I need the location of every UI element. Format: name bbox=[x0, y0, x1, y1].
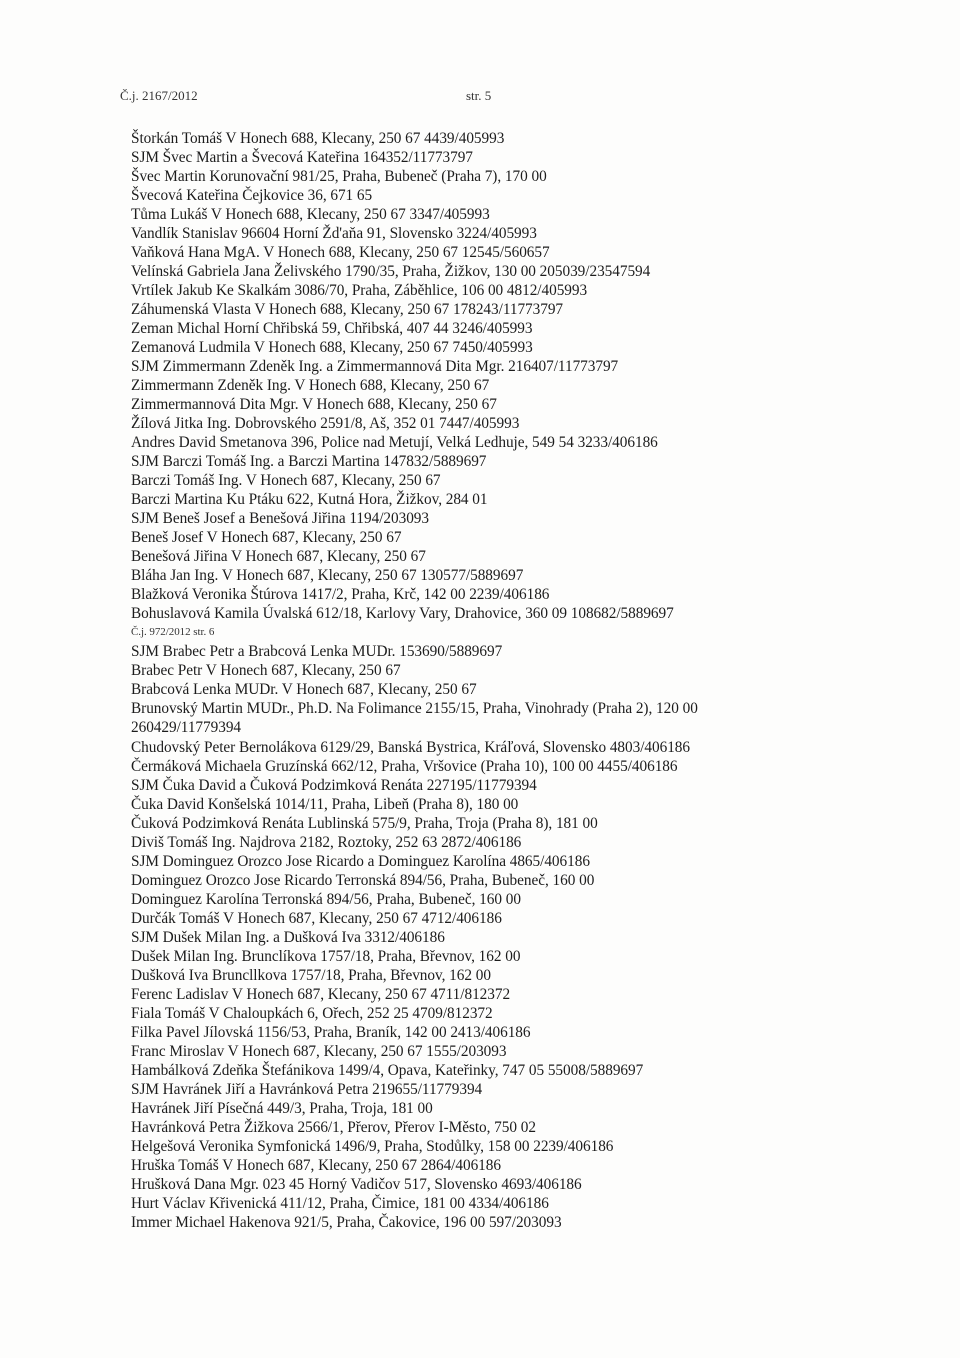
list-item: Čuka David Konšelská 1014/11, Praha, Libeň (Praha 8), 180 00 bbox=[131, 795, 519, 813]
list-item: Helgešová Veronika Symfonická 1496/9, Praha, Stodůlky, 158 00 2239/406186 bbox=[131, 1137, 614, 1155]
list-item: Žílová Jitka Ing. Dobrovského 2591/8, Aš, 352 01 7447/405993 bbox=[131, 415, 520, 433]
list-item: Dominguez Orozco Jose Ricardo Terronská 894/56, Praha, Bubeneč, 160 00 bbox=[131, 871, 595, 889]
list-item: Diviš Tomáš Ing. Najdrova 2182, Roztoky, 252 63 2872/406186 bbox=[131, 833, 522, 851]
list-item: Dušek Milan Ing. Brunclíkova 1757/18, Praha, Břevnov, 162 00 bbox=[131, 947, 521, 965]
list-item: SJM Švec Martin a Švecová Kateřina 164352/11773797 bbox=[131, 149, 473, 167]
list-item: Ferenc Ladislav V Honech 687, Klecany, 250 67 4711/812372 bbox=[131, 985, 511, 1003]
list-item: Bláha Jan Ing. V Honech 687, Klecany, 250 67 130577/5889697 bbox=[131, 567, 524, 585]
list-item: Havránková Petra Žižkova 2566/1, Přerov, Přerov I-Město, 750 02 bbox=[131, 1118, 536, 1136]
list-item: SJM Beneš Josef a Benešová Jiřina 1194/203093 bbox=[131, 510, 429, 528]
list-item: SJM Dušek Milan Ing. a Dušková Iva 3312/406186 bbox=[131, 928, 445, 946]
list-item: Čermáková Michaela Gruzínská 662/12, Praha, Vršovice (Praha 10), 100 00 4455/406186 bbox=[131, 757, 678, 775]
list-item: Zimmermann Zdeněk Ing. V Honech 688, Klecany, 250 67 bbox=[131, 377, 490, 395]
list-item: Zeman Michal Horní Chřibská 59, Chřibská, 407 44 3246/405993 bbox=[131, 320, 533, 338]
owner-list bbox=[131, 129, 931, 1232]
list-item: Beneš Josef V Honech 687, Klecany, 250 67 bbox=[131, 529, 402, 547]
page-break-reference: Č.j. 972/2012 str. 6 bbox=[131, 626, 215, 639]
list-item: Bohuslavová Kamila Úvalská 612/18, Karlovy Vary, Drahovice, 360 09 108682/5889697 bbox=[131, 605, 674, 623]
list-item: Hruška Tomáš V Honech 687, Klecany, 250 67 2864/406186 bbox=[131, 1156, 501, 1174]
list-item: Záhumenská Vlasta V Honech 688, Klecany, 250 67 178243/11773797 bbox=[131, 301, 564, 319]
list-item: Švecová Kateřina Čejkovice 36, 671 65 bbox=[131, 187, 373, 205]
list-item: Velínská Gabriela Jana Želivského 1790/35, Praha, Žižkov, 130 00 205039/23547594 bbox=[131, 263, 651, 281]
list-item: SJM Barczi Tomáš Ing. a Barczi Martina 147832/5889697 bbox=[131, 453, 487, 471]
list-item: Barczi Tomáš Ing. V Honech 687, Klecany, 250 67 bbox=[131, 472, 441, 490]
list-item: Štorkán Tomáš V Honech 688, Klecany, 250 67 4439/405993 bbox=[131, 130, 505, 147]
list-item: Vaňková Hana MgA. V Honech 688, Klecany, 250 67 12545/560657 bbox=[131, 244, 550, 262]
list-item: Barczi Martina Ku Ptáku 622, Kutná Hora, Žižkov, 284 01 bbox=[131, 491, 488, 509]
list-item: Čuková Podzimková Renáta Lublinská 575/9, Praha, Troja (Praha 8), 181 00 bbox=[131, 814, 598, 832]
list-item: Brunovský Martin MUDr., Ph.D. Na Folimance 2155/15, Praha, Vinohrady (Praha 2), 120 00 bbox=[131, 700, 698, 718]
list-item: Blažková Veronika Štúrova 1417/2, Praha, Krč, 142 00 2239/406186 bbox=[131, 586, 550, 604]
list-item: SJM Čuka David a Čuková Podzimková Renáta 227195/11779394 bbox=[131, 776, 537, 794]
page-number: str. 5 bbox=[466, 88, 492, 103]
list-item: SJM Havránek Jiří a Havránková Petra 219655/11779394 bbox=[131, 1080, 483, 1098]
list-item: Brabcová Lenka MUDr. V Honech 687, Klecany, 250 67 bbox=[131, 681, 477, 699]
list-item: Švec Martin Korunovační 981/25, Praha, Bubeneč (Praha 7), 170 00 bbox=[131, 168, 547, 186]
list-item: SJM Zimmermann Zdeněk Ing. a Zimmermannová Dita Mgr. 216407/11773797 bbox=[131, 358, 619, 376]
list-item: Hrušková Dana Mgr. 023 45 Horný Vadičov 517, Slovensko 4693/406186 bbox=[131, 1175, 582, 1193]
list-item: Brabec Petr V Honech 687, Klecany, 250 67 bbox=[131, 662, 401, 680]
list-item: Immer Michael Hakenova 921/5, Praha, Čakovice, 196 00 597/203093 bbox=[131, 1213, 562, 1231]
case-reference: Č.j. 2167/2012 bbox=[120, 88, 198, 103]
list-item: Vandlík Stanislav 96604 Horní Žd'aňa 91, Slovensko 3224/405993 bbox=[131, 225, 537, 243]
list-item: Benešová Jiřina V Honech 687, Klecany, 250 67 bbox=[131, 548, 426, 566]
list-item: Hurt Václav Křivenická 411/12, Praha, Čimice, 181 00 4334/406186 bbox=[131, 1194, 549, 1212]
list-item: Chudovský Peter Bernolákova 6129/29, Banská Bystrica, Kráľová, Slovensko 4803/406186 bbox=[131, 738, 691, 756]
list-item: Dušková Iva Bruncllkova 1757/18, Praha, Břevnov, 162 00 bbox=[131, 966, 491, 984]
list-item: Franc Miroslav V Honech 687, Klecany, 250 67 1555/203093 bbox=[131, 1042, 507, 1060]
list-item: Hambálková Zdeňka Štefánikova 1499/4, Opava, Kateřinky, 747 05 55008/5889697 bbox=[131, 1061, 644, 1079]
list-item: Andres David Smetanova 396, Police nad Metují, Velká Ledhuje, 549 54 3233/406186 bbox=[131, 434, 658, 452]
list-item: Dominguez Karolína Terronská 894/56, Praha, Bubeneč, 160 00 bbox=[131, 890, 521, 908]
list-item: 260429/11779394 bbox=[131, 719, 242, 737]
list-item: Tůma Lukáš V Honech 688, Klecany, 250 67 3347/405993 bbox=[131, 206, 490, 224]
list-item: Filka Pavel Jílovská 1156/53, Praha, Braník, 142 00 2413/406186 bbox=[131, 1023, 531, 1041]
list-item: SJM Dominguez Orozco Jose Ricardo a Dominguez Karolína 4865/406186 bbox=[131, 852, 590, 870]
list-item: Zemanová Ludmila V Honech 688, Klecany, 250 67 7450/405993 bbox=[131, 339, 533, 357]
list-item: Zimmermannová Dita Mgr. V Honech 688, Klecany, 250 67 bbox=[131, 396, 497, 414]
list-item: Havránek Jiří Písečná 449/3, Praha, Troja, 181 00 bbox=[131, 1099, 433, 1117]
list-item: Fiala Tomáš V Chaloupkách 6, Ořech, 252 25 4709/812372 bbox=[131, 1004, 493, 1022]
list-item: SJM Brabec Petr a Brabcová Lenka MUDr. 153690/5889697 bbox=[131, 643, 503, 661]
list-item: Durčák Tomáš V Honech 687, Klecany, 250 67 4712/406186 bbox=[131, 909, 502, 927]
list-item: Vrtílek Jakub Ke Skalkám 3086/70, Praha, Záběhlice, 106 00 4812/405993 bbox=[131, 282, 588, 300]
